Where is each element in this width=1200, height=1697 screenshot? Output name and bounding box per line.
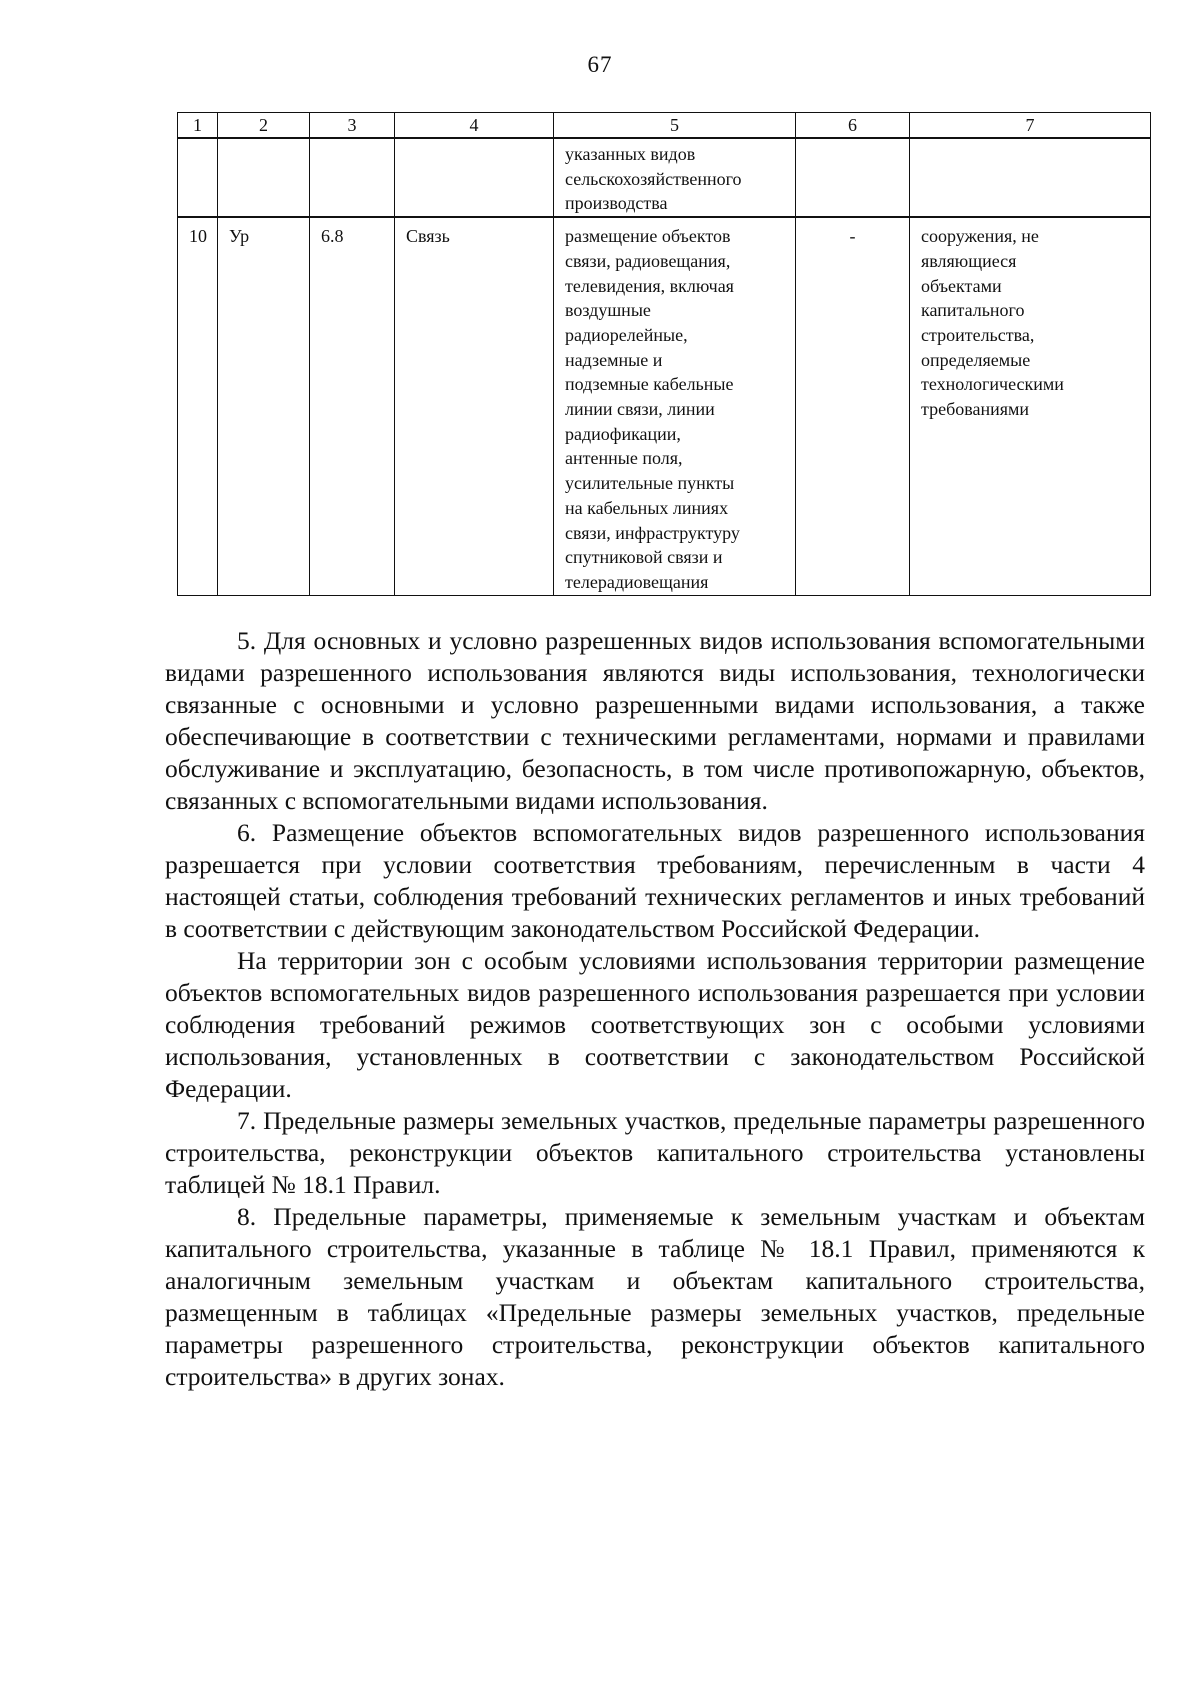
body-text — [165, 625, 1145, 1393]
table-cell-dash: - — [796, 217, 910, 595]
column-header: 4 — [395, 113, 554, 139]
table-cell-description: размещение объектов связи, радиовещания, телевидения, включая воздушные радиорелейные, надземные и подземные кабельные линии связи, линии радиофикации, антенные поля, усилительные пункты на кабельных линиях связи, инфраструктуру спутниковой связи и телерадиовещания — [554, 217, 796, 595]
table-cell — [395, 138, 554, 217]
table-cell — [910, 138, 1151, 217]
table-cell-description: указанных видов сельскохозяйственного производства — [554, 138, 796, 217]
table-cell — [796, 138, 910, 217]
paragraph-6: 6. Размещение объектов вспомогательных видов разрешенного использования разрешается при условии соответствия требованиям, перечисленным в части 4 настоящей статьи, соблюдения требований технических регламентов и иных требований в соответствии с действующим законодательством Российской Федерации. — [165, 818, 1145, 943]
paragraph-7: 7. Предельные размеры земельных участков, предельные параметры разрешенного строительства, реконструкции объектов капитального строительства установлены таблицей № 18.1 Правил. — [165, 1106, 1145, 1199]
paragraph-5: 5. Для основных и условно разрешенных видов использования вспомогательными видами разрешенного использования являются виды использования, технологически связанные с основными и условно разрешенными видами использования, а также обеспечивающие в соответствии с техническими регламентами, нормами и правилами обслуживание и эксплуатацию, безопасность, в том числе противопожарную, объектов, связанных с вспомогательными видами использования. — [165, 626, 1145, 815]
table-cell-notes: сооружения, не являющиеся объектами капитального строительства, определяемые технологическими требованиями — [910, 217, 1151, 595]
column-header: 1 — [178, 113, 218, 139]
column-header: 6 — [796, 113, 910, 139]
column-header: 2 — [218, 113, 310, 139]
table-cell — [310, 138, 395, 217]
column-header: 7 — [910, 113, 1151, 139]
table-cell-name: Связь — [395, 217, 554, 595]
page-number: 67 — [587, 52, 613, 77]
table-cell — [218, 138, 310, 217]
table-header-row — [178, 113, 1151, 139]
land-use-table — [177, 112, 1151, 596]
table-cell-number: 10 — [178, 217, 218, 595]
paragraph-6-continued: На территории зон с особым условиями использования территории размещение объектов вспомогательных видов разрешенного использования разрешается при условии соблюдения требований режимов соответствующих зон с особыми условиями использования, установленных в соответствии с законодательством Российской Федерации. — [165, 946, 1145, 1103]
column-header: 5 — [554, 113, 796, 139]
table-cell-code: 6.8 — [310, 217, 395, 595]
paragraph-8: 8. Предельные параметры, применяемые к земельным участкам и объектам капитального строительства, указанные в таблице № 18.1 Правил, применяются к аналогичным земельным участкам и объектам капитального строительства, размещенным в таблицах «Предельные размеры земельных участков, предельные параметры разрешенного строительства, реконструкции объектов капитального строительства» в других зонах. — [165, 1202, 1145, 1391]
table-cell-zone: Ур — [218, 217, 310, 595]
table-row-continuation — [178, 138, 1151, 217]
table-row — [178, 217, 1151, 595]
table-cell — [178, 138, 218, 217]
column-header: 3 — [310, 113, 395, 139]
